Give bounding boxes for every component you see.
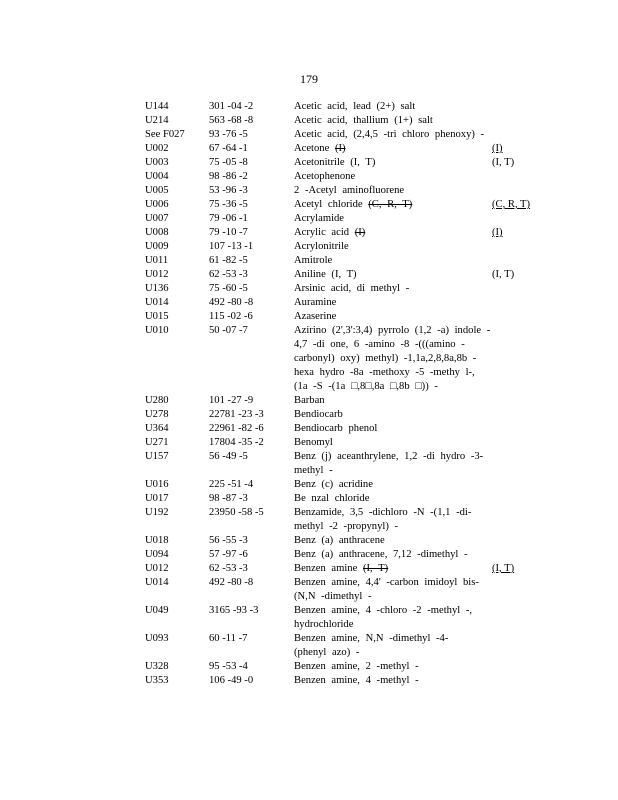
struck-hazard-code: (I) (334, 143, 346, 154)
cas-number: 57 -97 -6 (209, 549, 248, 560)
substance-name (294, 282, 492, 296)
cas-number: 301 -04 -2 (209, 101, 254, 112)
list-item (145, 198, 585, 212)
substance-name (294, 632, 492, 660)
substance-name (294, 436, 492, 450)
substance-name (294, 100, 492, 114)
waste-code: U007 (145, 213, 169, 224)
list-item (145, 212, 585, 226)
cas-number: 115 -02 -6 (209, 311, 253, 322)
substance-name (294, 156, 492, 170)
cas-number: 98 -86 -2 (209, 171, 248, 182)
substance-name (294, 394, 492, 408)
cas-number: 106 -49 -0 (209, 675, 254, 686)
substance-name-text: Bendiocarb phenol (294, 423, 378, 434)
list-item (145, 240, 585, 254)
substance-name (294, 254, 492, 268)
substance-name (294, 422, 492, 436)
list-item (145, 562, 585, 576)
waste-code: U353 (145, 675, 169, 686)
list-item (145, 114, 585, 128)
substance-name (294, 450, 492, 478)
waste-code: U144 (145, 101, 169, 112)
struck-hazard-code: (I, T) (362, 563, 389, 574)
list-item (145, 660, 585, 674)
waste-code: U012 (145, 563, 169, 574)
substance-name (294, 548, 492, 562)
waste-code: U271 (145, 437, 169, 448)
substance-name-text: Benzen amine, N,N -dimethyl -4- (phenyl azo) - (294, 633, 449, 658)
list-item (145, 394, 585, 408)
substance-name-text: Aniline (I, T) (294, 269, 357, 280)
list-item (145, 450, 585, 478)
waste-code: See F027 (145, 129, 185, 140)
substance-name-text: Benz (a) anthracene (294, 535, 385, 546)
substance-name (294, 114, 492, 128)
cas-number: 75 -05 -8 (209, 157, 248, 168)
substance-name (294, 170, 492, 184)
substance-name-text: Benzen amine, 2 -methyl - (294, 661, 419, 672)
substance-name (294, 492, 492, 506)
hazard-code: (I, T) (492, 269, 515, 280)
waste-code: U018 (145, 535, 169, 546)
substance-name (294, 226, 492, 240)
substance-name-text: Acetic acid, thallium (1+) salt (294, 115, 433, 126)
cas-number: 60 -11 -7 (209, 633, 248, 644)
cas-number: 79 -10 -7 (209, 227, 248, 238)
waste-code: U328 (145, 661, 169, 672)
list-item (145, 170, 585, 184)
waste-code: U014 (145, 297, 169, 308)
substance-name (294, 534, 492, 548)
struck-hazard-code: (I) (354, 227, 366, 238)
substance-name (294, 478, 492, 492)
substance-name-text: Acetyl chloride (294, 199, 369, 210)
waste-code: U003 (145, 157, 169, 168)
substance-name-text: Azaserine (294, 311, 337, 322)
cas-number: 61 -82 -5 (209, 255, 248, 266)
substance-name (294, 198, 492, 212)
hazardous-waste-list (145, 100, 585, 688)
list-item (145, 674, 585, 688)
substance-name-text: Benzen amine (294, 563, 363, 574)
list-item (145, 604, 585, 632)
substance-name-text: Amitrole (294, 255, 333, 266)
substance-name-text: Benz (a) anthracene, 7,12 -dimethyl - (294, 549, 468, 560)
waste-code: U278 (145, 409, 169, 420)
substance-name-text: 2 -Acetyl aminofluorene (294, 185, 405, 196)
cas-number: 23950 -58 -5 (209, 507, 264, 518)
substance-name (294, 310, 492, 324)
list-item (145, 226, 585, 240)
substance-name-text: Acetone (294, 143, 335, 154)
substance-name-text: Bendiocarb (294, 409, 343, 420)
substance-name-text: Benomyl (294, 437, 333, 448)
list-item (145, 156, 585, 170)
substance-name-text: Acetic acid, lead (2+) salt (294, 101, 416, 112)
substance-name-text: Benzen amine, 4 -chloro -2 -methyl -, hydrochloride (294, 605, 473, 630)
list-item (145, 128, 585, 142)
waste-code: U005 (145, 185, 169, 196)
list-item (145, 506, 585, 534)
page-number: 179 (300, 72, 318, 86)
substance-name (294, 324, 492, 394)
cas-number: 53 -96 -3 (209, 185, 248, 196)
cas-number: 17804 -35 -2 (209, 437, 264, 448)
cas-number: 98 -87 -3 (209, 493, 248, 504)
cas-number: 56 -55 -3 (209, 535, 248, 546)
substance-name-text: Benzamide, 3,5 -dichloro -N -(1,1 -di- methyl -2 -propynyl) - (294, 507, 472, 532)
cas-number: 492 -80 -8 (209, 297, 254, 308)
substance-name-text: Benz (j) aceanthrylene, 1,2 -di hydro -3- methyl - (294, 451, 484, 476)
hazard-code: (I, T) (492, 157, 515, 168)
cas-number: 95 -53 -4 (209, 661, 248, 672)
list-item (145, 254, 585, 268)
waste-code: U280 (145, 395, 169, 406)
cas-number: 563 -68 -8 (209, 115, 254, 126)
list-item (145, 408, 585, 422)
hazard-code: (I, T) (492, 563, 515, 574)
waste-code: U010 (145, 325, 169, 336)
waste-code: U002 (145, 143, 169, 154)
substance-name (294, 674, 492, 688)
list-item (145, 478, 585, 492)
substance-name-text: Acrylamide (294, 213, 345, 224)
list-item (145, 184, 585, 198)
cas-number: 75 -36 -5 (209, 199, 248, 210)
waste-code: U364 (145, 423, 169, 434)
cas-number: 62 -53 -3 (209, 563, 248, 574)
substance-name-text: Benzen amine, 4 -methyl - (294, 675, 419, 686)
substance-name (294, 296, 492, 310)
list-item (145, 296, 585, 310)
substance-name-text: Arsinic acid, di methyl - (294, 283, 410, 294)
cas-number: 107 -13 -1 (209, 241, 254, 252)
cas-number: 67 -64 -1 (209, 143, 248, 154)
list-item (145, 632, 585, 660)
substance-name (294, 660, 492, 674)
list-item (145, 576, 585, 604)
list-item (145, 100, 585, 114)
waste-code: U214 (145, 115, 169, 126)
substance-name-text: Azirino (2',3':3,4) pyrrolo (1,2 -a) indole - 4,7 -di one, 6 -amino -8 -(((amino - carbonyl) oxy) methyl) -1,1a,2,8,8a,8b - hexa hydro -8a -methoxy -5 -methy l-, (1a -S -(1a □,8□,8a □,8b □)) - (294, 325, 491, 392)
waste-code: U192 (145, 507, 169, 518)
substance-name (294, 142, 492, 156)
waste-code: U009 (145, 241, 169, 252)
waste-code: U049 (145, 605, 169, 616)
list-item (145, 436, 585, 450)
substance-name-text: Benzen amine, 4,4' -carbon imidoyl bis- (N,N -dimethyl - (294, 577, 479, 602)
substance-name-text: Acetophenone (294, 171, 356, 182)
list-item (145, 268, 585, 282)
list-item (145, 324, 585, 394)
waste-code: U014 (145, 577, 169, 588)
cas-number: 75 -60 -5 (209, 283, 248, 294)
waste-code: U006 (145, 199, 169, 210)
substance-name-text: Acetonitrile (I, T) (294, 157, 376, 168)
hazard-code: (I) (492, 227, 503, 238)
substance-name (294, 562, 492, 576)
substance-name-text: Be nzal chloride (294, 493, 370, 504)
hazard-code: (I) (492, 143, 503, 154)
waste-code: U004 (145, 171, 169, 182)
cas-number: 225 -51 -4 (209, 479, 254, 490)
waste-code: U017 (145, 493, 169, 504)
waste-code: U093 (145, 633, 169, 644)
substance-name (294, 212, 492, 226)
substance-name (294, 240, 492, 254)
cas-number: 56 -49 -5 (209, 451, 248, 462)
substance-name-text: Acrylonitrile (294, 241, 349, 252)
cas-number: 22961 -82 -6 (209, 423, 264, 434)
struck-hazard-code: (C, R, T) (368, 199, 413, 210)
list-item (145, 310, 585, 324)
list-item (145, 422, 585, 436)
cas-number: 62 -53 -3 (209, 269, 248, 280)
waste-code: U157 (145, 451, 169, 462)
substance-name (294, 604, 492, 632)
list-item (145, 548, 585, 562)
substance-name-text: Auramine (294, 297, 337, 308)
cas-number: 93 -76 -5 (209, 129, 248, 140)
cas-number: 79 -06 -1 (209, 213, 248, 224)
waste-code: U015 (145, 311, 169, 322)
substance-name (294, 184, 492, 198)
waste-code: U008 (145, 227, 169, 238)
substance-name-text: Acetic acid, (2,4,5 -tri chloro phenoxy) - (294, 129, 485, 140)
list-item (145, 142, 585, 156)
substance-name-text: Barban (294, 395, 325, 406)
waste-code: U011 (145, 255, 169, 266)
waste-code: U136 (145, 283, 169, 294)
waste-code: U094 (145, 549, 169, 560)
substance-name (294, 506, 492, 534)
waste-code: U016 (145, 479, 169, 490)
substance-name (294, 408, 492, 422)
list-item (145, 534, 585, 548)
substance-name (294, 128, 492, 142)
cas-number: 3165 -93 -3 (209, 605, 259, 616)
waste-code: U012 (145, 269, 169, 280)
list-item (145, 492, 585, 506)
substance-name (294, 268, 492, 282)
list-item (145, 282, 585, 296)
substance-name-text: Benz (c) acridine (294, 479, 373, 490)
cas-number: 101 -27 -9 (209, 395, 254, 406)
substance-name-text: Acrylic acid (294, 227, 355, 238)
cas-number: 492 -80 -8 (209, 577, 254, 588)
substance-name (294, 576, 492, 604)
hazard-code: (C, R, T) (492, 199, 531, 210)
cas-number: 50 -07 -7 (209, 325, 248, 336)
cas-number: 22781 -23 -3 (209, 409, 264, 420)
